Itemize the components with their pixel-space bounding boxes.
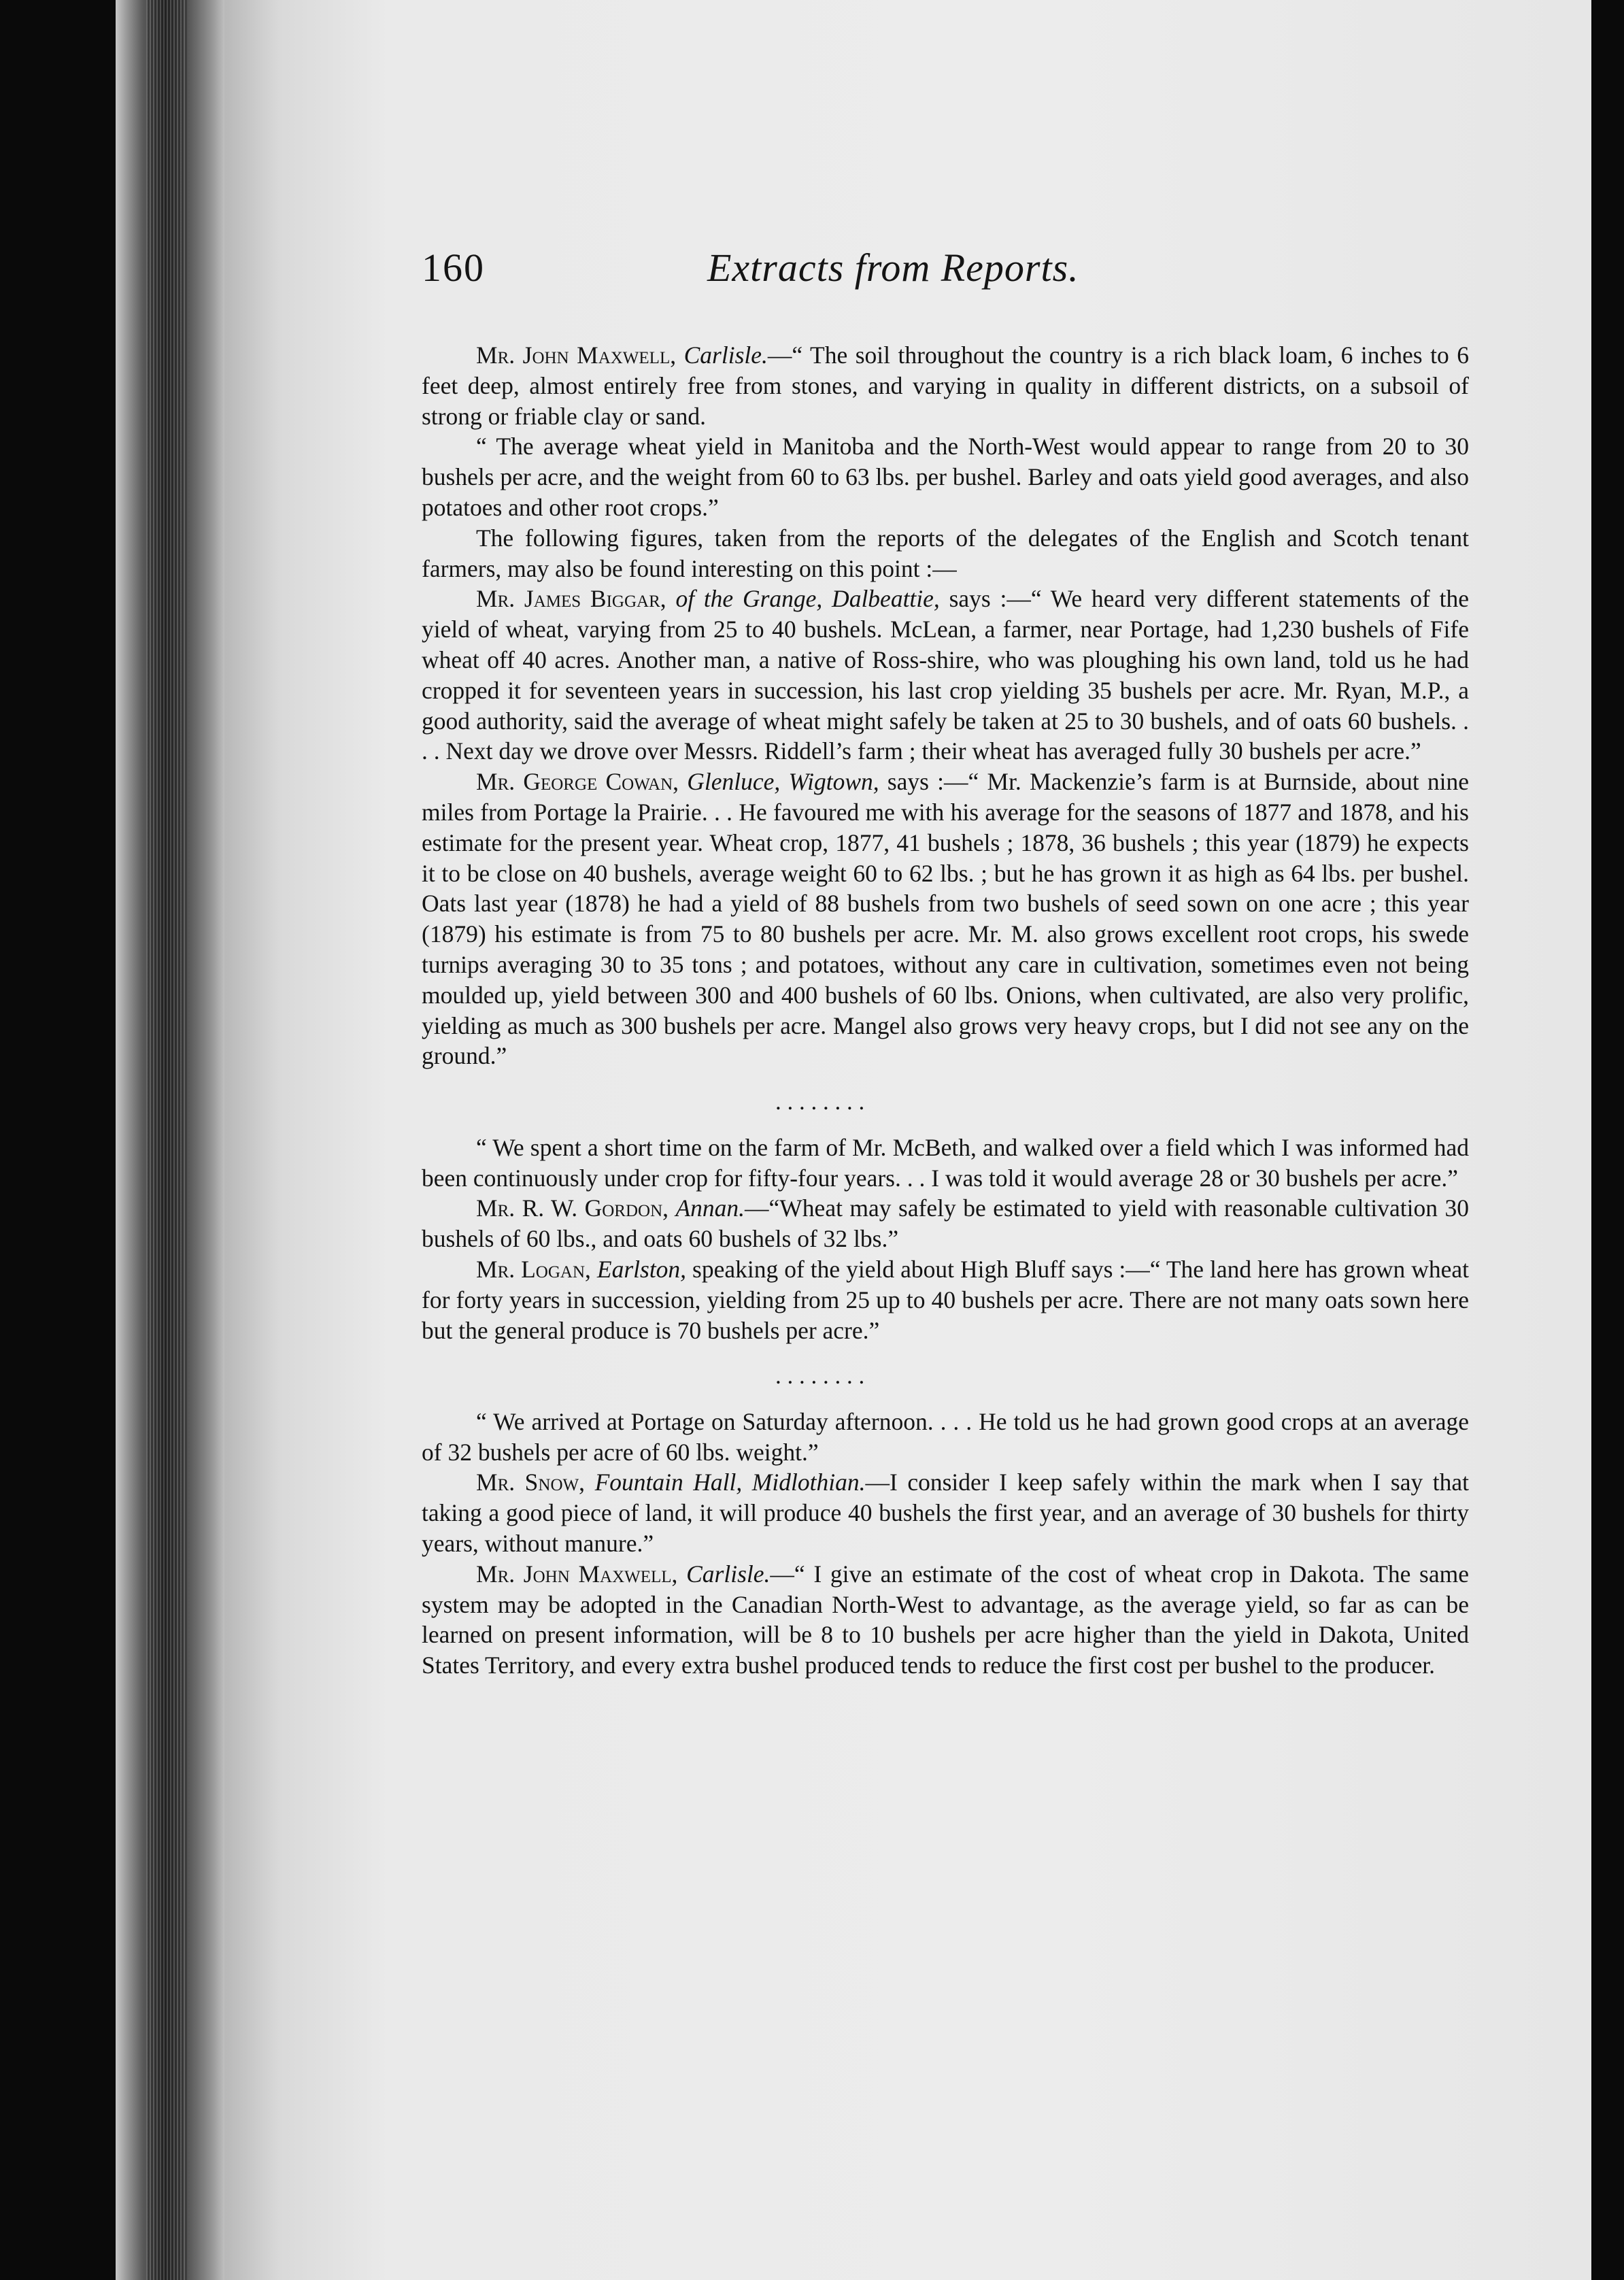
speaker-name: Mr. James Biggar, [476,585,666,613]
paragraph-text: speaking of the yield about High Bluff says :—“ The land here has grown wheat for forty years in succession, yielding from 25 up to 40 bushels per acre. There are not many oats sown here but the general produce is 70 bushels per acre.” [422,1255,1469,1344]
speaker-place: of the Grange, Dalbeattie, [675,585,940,613]
paragraph-text: “ We arrived at Portage on Saturday afternoon. . . . He told us he had grown good crops at an average of 32 bushels per acre of 60 lbs. weight.” [422,1407,1469,1466]
paragraph-snow [422,1467,1469,1558]
speaker-place: Annan. [675,1194,745,1222]
paragraph-text: —I consider I keep safely within the mark when I say that taking a good piece of land, it will produce 40 bushels the first year, and an average of 30 bushels for thirty years, without manure.” [422,1469,1469,1558]
speaker-name: Mr. R. W. Gordon, [476,1194,669,1222]
page-header [422,245,1469,313]
running-head: Extracts from Reports. [707,246,1079,290]
speaker-name: Mr. John Maxwell, [476,341,677,369]
paragraph-maxwell-cost [422,1559,1469,1681]
paragraph-text: —“Wheat may safely be estimated to yield with reasonable cultivation 30 bushels of 60 lbs., and oats 60 bushels of 32 lbs.” [422,1194,1469,1253]
paragraph-logan [422,1254,1469,1345]
scan-border-right [1591,0,1624,2280]
paragraph-maxwell-soil [422,340,1469,431]
paragraph-biggar [422,584,1469,767]
paragraph-text: —“ I give an estimate of the cost of wheat crop in Dakota. The same system may be adopted in the Canadian North-West to advantage, as the average yield, so far as can be learned on present information, will be 8 to 10 bushels per acre higher than the yield in Dakota, United States Territory, and every extra bushel produced tends to reduce the first cost per bushel to the producer. [422,1560,1469,1679]
ellipsis-dots: . . . . . . . . [775,1088,865,1115]
speaker-place: Glenluce, Wigtown, [687,768,879,796]
page-number: 160 [422,246,485,290]
paragraph-text: “ The average wheat yield in Manitoba and the North-West would appear to range from 20 to 30 bushels per acre, and the weight from 60 to 63 lbs. per bushel. Barley and oats yield good averages, and also potatoes and other root crops.” [422,433,1469,521]
speaker-place: Earlston, [596,1255,687,1283]
speaker-place: Carlisle. [683,341,768,369]
paragraph-text: The following figures, taken from the reports of the delegates of the English and Scotch tenant farmers, may also be found interesting on this point :— [422,524,1469,582]
paragraph-average-yield [422,431,1469,522]
ellipsis-row [422,1071,1469,1133]
speaker-name: Mr. George Cowan, [476,768,679,796]
paragraph-text: —“ The soil throughout the country is a rich black loam, 6 inches to 6 feet deep, almost entirely free from stones, and varying in quality in different districts, on a subsoil of strong or friable clay or sand. [422,341,1470,430]
paragraph-text: says :—“ We heard very different statements of the yield of wheat, varying from 25 to 40 bushels. McLean, a farmer, near Portage, had 1,230 bushels of Fife wheat off 40 acres. Another man, a native of Ross-shire, who was ploughing his own land, told us he had cropped it for seventeen years in succession, his last crop yielding 35 bushels per acre. Mr. Ryan, M.P., a good authority, said the average of wheat might safely be taken at 25 to 30 bushels, and of oats 60 bushels. . . . Next day we drove over Messrs. Riddell’s farm ; their wheat has averaged fully 30 bushels per acre.” [422,585,1470,765]
speaker-name: Mr. John Maxwell, [476,1560,678,1588]
paragraph-cowan [422,767,1469,1071]
paragraph-text: “ We spent a short time on the farm of Mr. McBeth, and walked over a field which I was informed had been continuously under crop for fifty-four years. . . I was told it would average 28 or 30 bushels per acre.” [422,1133,1469,1192]
speaker-place: Carlisle. [686,1560,771,1588]
speaker-place: Fountain Hall, Midlothian. [594,1469,866,1496]
speaker-name: Mr. Logan, [476,1255,591,1283]
page-edges [146,0,187,2280]
paragraph-text: says :—“ Mr. Mackenzie’s farm is at Burnside, about nine miles from Portage la Prairie. . . He favoured me with his average for the seasons of 1877 and 1878, and his estimate for the present year. Wheat crop, 1877, 41 bushels ; 1878, 36 bushels ; this year (1879) he expects it to be close on 40 bushels, average weight 60 to 62 lbs. ; but he has grown it as high as 64 lbs. per bushel. Oats last year (1878) he had a yield of 88 bushels from two bushels of seed sown on one acre ; this year (1879) his estimate is from 75 to 80 bushels per acre. Mr. M. also grows excellent root crops, his swede turnips averaging 30 to 35 tons ; and potatoes, without any care in cultivation, sometimes even not being moulded up, yield between 300 and 400 bushels of 60 lbs. Onions, when cultivated, are also very prolific, yielding as much as 300 bushels per acre. Mangel also grows very heavy crops, but I did not see any on the ground.” [422,768,1470,1070]
ellipsis-dots: . . . . . . . . [775,1362,865,1389]
speaker-name: Mr. Snow, [476,1469,585,1496]
paragraph-following-figures [422,523,1469,584]
paragraph-gordon [422,1193,1469,1254]
paragraph-portage [422,1407,1469,1468]
scan-border-left [0,0,116,2280]
paragraph-mcbeth [422,1133,1469,1194]
page-text-block [422,245,1469,1681]
ellipsis-row [422,1345,1469,1407]
